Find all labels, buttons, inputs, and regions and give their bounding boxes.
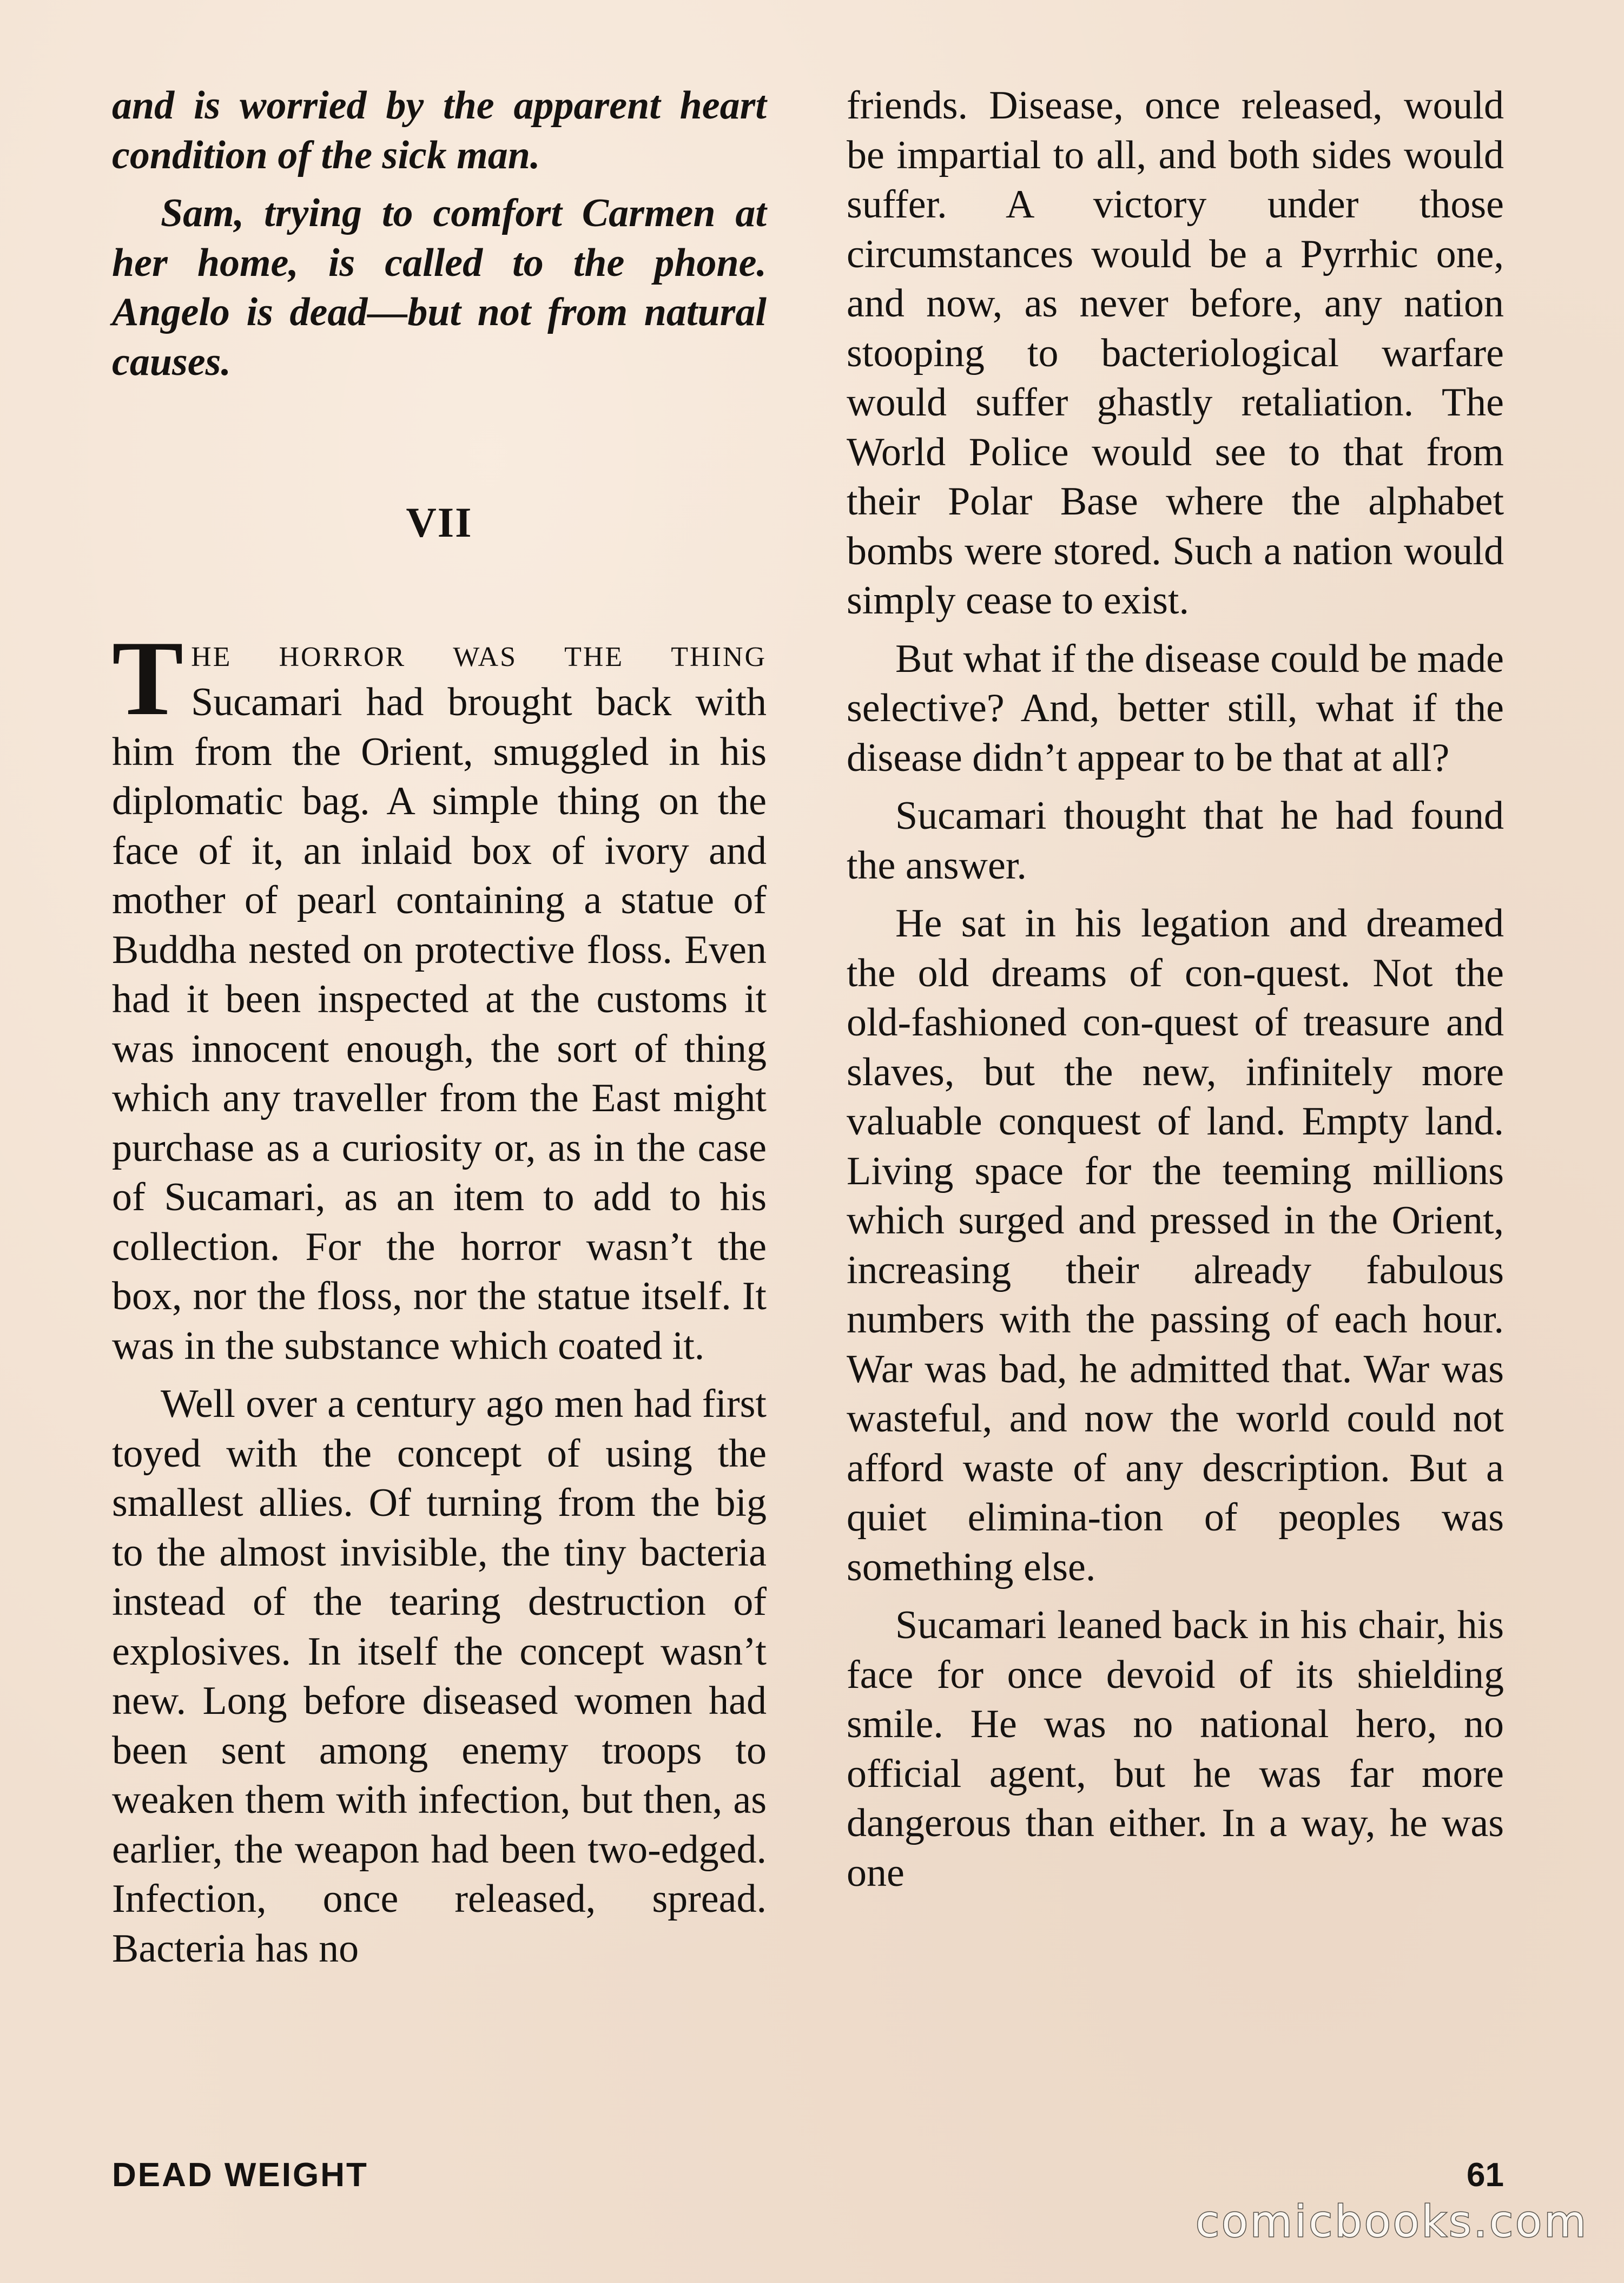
running-footer-title: DEAD WEIGHT — [112, 2156, 368, 2194]
body-paragraph: Sucamari leaned back in his chair, his face for once devoid of its shielding smile. He was no national hero, no official agent, but he was far more dangerous than either. In a way, he was one — [847, 1603, 1504, 1895]
drop-cap: T — [112, 618, 184, 737]
body-paragraph: Well over a century ago men had first toyed with the concept of using the smallest allies. Of turning from the big to the almost invisible, the tiny bacteria instead of the tearing destruction of explosives. In itself the concept wasn’t new. Long before diseased women had been sent among enemy troops to weaken them with infection, but then, as earlier, the weapon had been two-edged. Infection, once released, spread. Bacteria has no — [112, 1382, 767, 1971]
watermark-text: comicbooks.com — [1196, 2196, 1589, 2247]
page-number: 61 — [1467, 2156, 1504, 2194]
body-paragraph: Sucamari thought that he had found the answer. — [847, 794, 1504, 888]
body-paragraph: He sat in his legation and dreamed the old dreams of con-quest. Not the old-fashioned con-quest of treasure and slaves, but the new, infinitely more valuable conquest of land. Empty land. Living space for the teeming millions which surged and pressed in the Orient, increasing their already fabulous numbers with the passing of each hour. War was bad, he admitted that. War was wasteful, and now the world could not afford waste of any description. But a quiet elimina-tion of peoples was something else. — [847, 901, 1504, 1589]
opening-small-caps: he horror was the thing — [191, 630, 767, 675]
opening-paragraph — [112, 618, 767, 1371]
body-paragraph: But what if the disease could be made selective? And, better still, what if the disease didn’t appear to be that at all? — [847, 636, 1504, 780]
opening-text: Sucamari had brought back with him from the Orient, smuggled in his diplomatic bag. A simple thing on the face of it, an inlaid box of ivory and mother of pearl containing a statue of Buddha nested on protective floss. Even had it been inspected at the customs it was innocent enough, the sort of thing which any traveller from the East might purchase as a curiosity or, as in the case of Sucamari, as an item to add to his collection. For the horror wasn’t the box, nor the floss, nor the statue itself. It was in the substance which coated it. — [112, 680, 767, 1368]
chapter-heading: VII — [406, 499, 473, 546]
right-column — [847, 81, 1504, 1898]
left-column — [112, 81, 767, 1974]
synopsis-paragraph-2: Sam, trying to comfort Carmen at her home, is called to the phone. Angelo is dead—but not from natural causes. — [112, 191, 767, 384]
body-paragraph: friends. Disease, once released, would be impartial to all, and both sides would suffer. A victory under those circumstances would be a Pyrrhic one, and now, as never before, any nation stooping to bacteriological warfare would suffer ghastly retaliation. The World Police would see to that from their Polar Base where the alphabet bombs were stored. Such a nation would simply cease to exist. — [847, 83, 1504, 623]
synopsis-paragraph-1: and is worried by the apparent heart condition of the sick man. — [112, 83, 767, 177]
